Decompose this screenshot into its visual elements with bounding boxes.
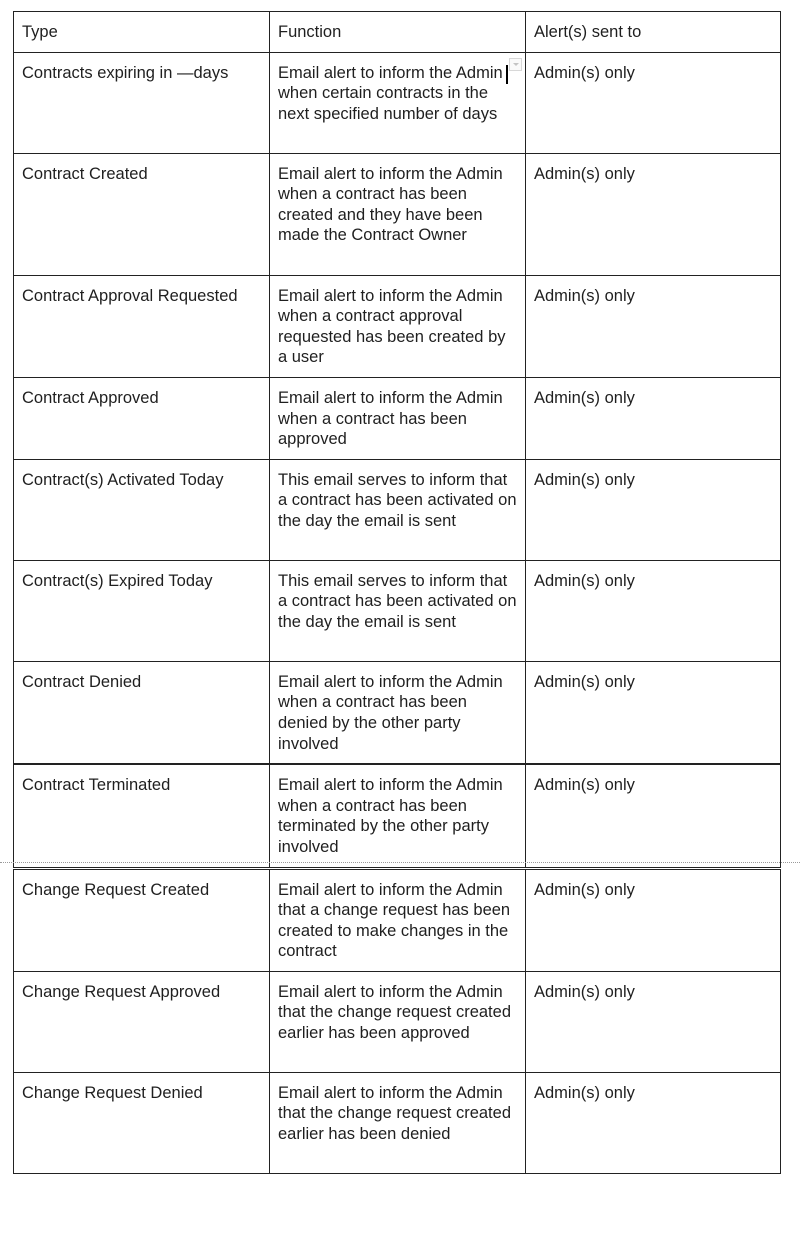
header-alerts-sent-to[interactable]: Alert(s) sent to bbox=[526, 12, 781, 53]
cell-alert-recipient[interactable]: Admin(s) only bbox=[526, 764, 781, 868]
cell-function-text: Email alert to inform the Admin when certain contracts in the next specified number of days bbox=[278, 63, 503, 123]
cell-function[interactable]: Email alert to inform the Admin when a contract has been approved bbox=[270, 377, 526, 459]
cell-type[interactable]: Contract(s) Activated Today bbox=[14, 459, 270, 560]
table-row bbox=[14, 764, 781, 868]
cell-alert-recipient[interactable]: Admin(s) only bbox=[526, 52, 781, 153]
text-cursor bbox=[506, 65, 508, 84]
cell-alert-recipient[interactable]: Admin(s) only bbox=[526, 868, 781, 971]
page-break-divider bbox=[0, 862, 800, 863]
header-type[interactable]: Type bbox=[14, 12, 270, 53]
cell-alert-recipient[interactable]: Admin(s) only bbox=[526, 661, 781, 764]
cell-type[interactable]: Change Request Approved bbox=[14, 971, 270, 1072]
cell-type[interactable]: Contract Approved bbox=[14, 377, 270, 459]
chevron-down-icon[interactable] bbox=[509, 58, 522, 71]
table-row bbox=[14, 661, 781, 764]
cell-function[interactable]: Email alert to inform the Admin when a contract has been denied by the other party involved bbox=[270, 661, 526, 764]
cell-function[interactable]: Email alert to inform the Admin that a change request has been created to make changes in the contract bbox=[270, 868, 526, 971]
cell-function[interactable]: Email alert to inform the Admin that the change request created earlier has been approved bbox=[270, 971, 526, 1072]
table-row bbox=[14, 377, 781, 459]
cell-alert-recipient[interactable]: Admin(s) only bbox=[526, 275, 781, 377]
cell-type[interactable]: Change Request Created bbox=[14, 868, 270, 971]
cell-function[interactable]: This email serves to inform that a contract has been activated on the day the email is sent bbox=[270, 560, 526, 661]
table-header-row bbox=[14, 12, 781, 53]
cell-type[interactable]: Contract Denied bbox=[14, 661, 270, 764]
cell-alert-recipient[interactable]: Admin(s) only bbox=[526, 153, 781, 275]
cell-function[interactable]: Email alert to inform the Admin when a contract approval requested has been created by a user bbox=[270, 275, 526, 377]
table-row bbox=[14, 868, 781, 971]
cell-function[interactable] bbox=[270, 52, 526, 153]
cell-type[interactable]: Contract(s) Expired Today bbox=[14, 560, 270, 661]
table-row bbox=[14, 971, 781, 1072]
cell-function[interactable]: This email serves to inform that a contract has been activated on the day the email is sent bbox=[270, 459, 526, 560]
cell-alert-recipient[interactable]: Admin(s) only bbox=[526, 560, 781, 661]
cell-type[interactable]: Change Request Denied bbox=[14, 1072, 270, 1173]
cell-type[interactable]: Contracts expiring in —days bbox=[14, 52, 270, 153]
cell-function[interactable]: Email alert to inform the Admin when a contract has been created and they have been made the Contract Owner bbox=[270, 153, 526, 275]
cell-function[interactable]: Email alert to inform the Admin that the change request created earlier has been denied bbox=[270, 1072, 526, 1173]
table-row bbox=[14, 459, 781, 560]
table-row bbox=[14, 52, 781, 153]
table-row bbox=[14, 153, 781, 275]
table-row bbox=[14, 560, 781, 661]
cell-alert-recipient[interactable]: Admin(s) only bbox=[526, 377, 781, 459]
cell-type[interactable]: Contract Terminated bbox=[14, 764, 270, 868]
cell-alert-recipient[interactable]: Admin(s) only bbox=[526, 971, 781, 1072]
email-alerts-table bbox=[13, 11, 781, 1174]
cell-type[interactable]: Contract Created bbox=[14, 153, 270, 275]
cell-alert-recipient[interactable]: Admin(s) only bbox=[526, 1072, 781, 1173]
table-row bbox=[14, 1072, 781, 1173]
table-row bbox=[14, 275, 781, 377]
cell-function[interactable]: Email alert to inform the Admin when a contract has been terminated by the other party involved bbox=[270, 764, 526, 868]
cell-alert-recipient[interactable]: Admin(s) only bbox=[526, 459, 781, 560]
cell-type[interactable]: Contract Approval Requested bbox=[14, 275, 270, 377]
header-function[interactable]: Function bbox=[270, 12, 526, 53]
